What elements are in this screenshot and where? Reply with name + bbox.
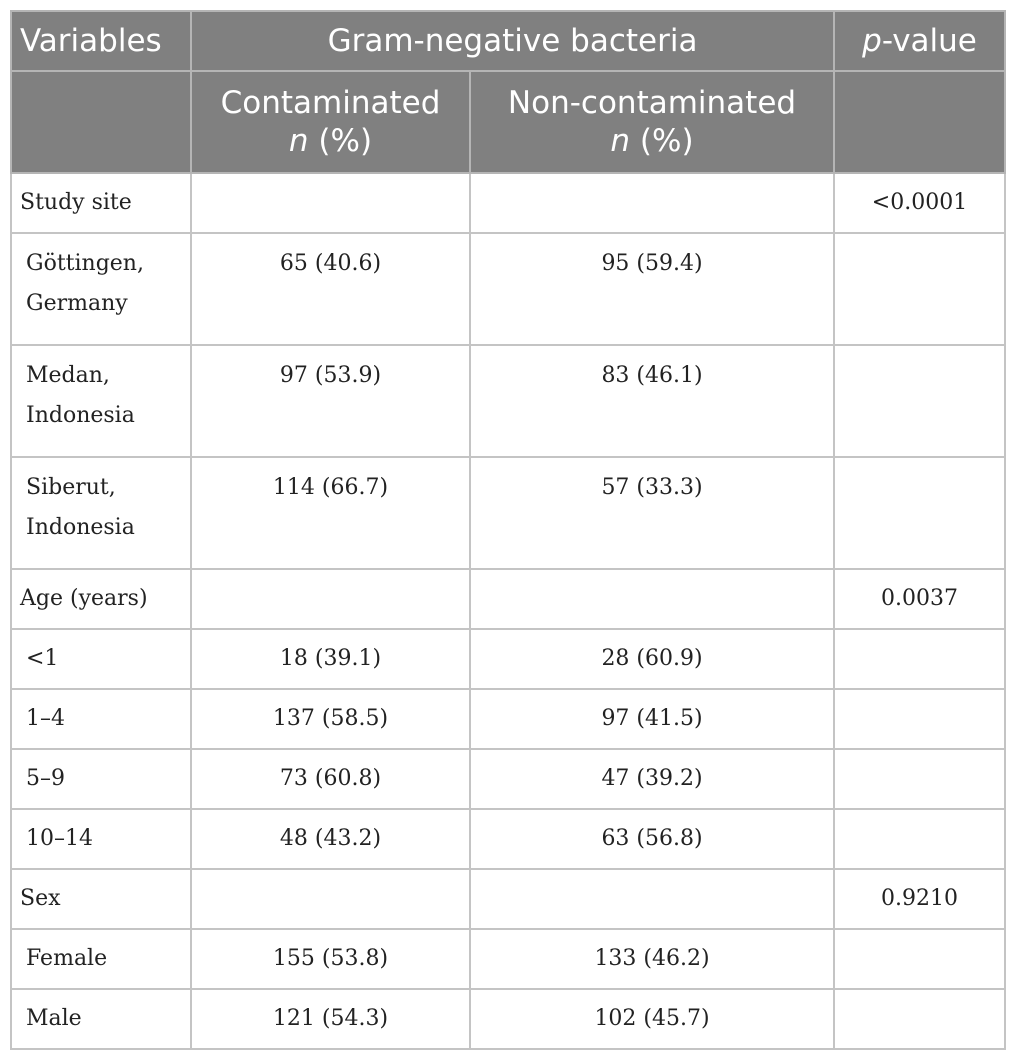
p-value-cell bbox=[834, 629, 1005, 689]
p-value-cell bbox=[834, 345, 1005, 457]
non-contaminated-cell bbox=[470, 173, 834, 233]
row-label: 5–9 bbox=[11, 749, 191, 809]
non-contaminated-cell: 97 (41.5) bbox=[470, 689, 834, 749]
table-row bbox=[11, 989, 1005, 1049]
header-variables: Variables bbox=[11, 11, 191, 71]
table-row bbox=[11, 809, 1005, 869]
p-value-cell bbox=[834, 457, 1005, 569]
row-label: 1–4 bbox=[11, 689, 191, 749]
non-contaminated-cell: 63 (56.8) bbox=[470, 809, 834, 869]
contaminated-cell: 18 (39.1) bbox=[191, 629, 470, 689]
p-value-cell bbox=[834, 233, 1005, 345]
percent-label: (%) bbox=[630, 123, 694, 159]
header-empty-right bbox=[834, 71, 1005, 173]
row-label: Study site bbox=[11, 173, 191, 233]
contaminated-cell: 121 (54.3) bbox=[191, 989, 470, 1049]
table-body bbox=[11, 173, 1005, 1049]
non-contaminated-cell: 47 (39.2) bbox=[470, 749, 834, 809]
contaminated-cell: 48 (43.2) bbox=[191, 809, 470, 869]
p-value-cell bbox=[834, 749, 1005, 809]
header-contaminated bbox=[191, 71, 470, 173]
header-row-1 bbox=[11, 11, 1005, 71]
p-value-cell bbox=[834, 929, 1005, 989]
table-row bbox=[11, 569, 1005, 629]
n-italic: n bbox=[288, 123, 309, 159]
table-row bbox=[11, 689, 1005, 749]
header-row-2 bbox=[11, 71, 1005, 173]
contaminated-cell: 73 (60.8) bbox=[191, 749, 470, 809]
non-contaminated-cell: 133 (46.2) bbox=[470, 929, 834, 989]
header-non-contaminated-label: Non-contaminated bbox=[507, 85, 797, 121]
row-label: Female bbox=[11, 929, 191, 989]
p-value-cell bbox=[834, 989, 1005, 1049]
header-contaminated-n bbox=[198, 122, 463, 160]
non-contaminated-cell: 28 (60.9) bbox=[470, 629, 834, 689]
table-row bbox=[11, 929, 1005, 989]
header-contaminated-label: Contaminated bbox=[220, 85, 441, 121]
p-value-cell: 0.0037 bbox=[834, 569, 1005, 629]
contaminated-cell bbox=[191, 869, 470, 929]
contaminated-cell: 114 (66.7) bbox=[191, 457, 470, 569]
header-p-value bbox=[834, 11, 1005, 71]
contaminated-cell bbox=[191, 569, 470, 629]
contaminated-cell: 97 (53.9) bbox=[191, 345, 470, 457]
p-value-cell bbox=[834, 809, 1005, 869]
table-row bbox=[11, 233, 1005, 345]
row-label: <1 bbox=[11, 629, 191, 689]
header-gram-negative-bacteria: Gram-negative bacteria bbox=[191, 11, 834, 71]
table-header bbox=[11, 11, 1005, 173]
contaminated-cell: 137 (58.5) bbox=[191, 689, 470, 749]
row-label: Medan, Indonesia bbox=[11, 345, 191, 457]
n-italic: n bbox=[610, 123, 631, 159]
table-row bbox=[11, 869, 1005, 929]
row-label: Age (years) bbox=[11, 569, 191, 629]
percent-label: (%) bbox=[308, 123, 373, 159]
non-contaminated-cell: 102 (45.7) bbox=[470, 989, 834, 1049]
row-label: 10–14 bbox=[11, 809, 191, 869]
row-label: Siberut, Indonesia bbox=[11, 457, 191, 569]
non-contaminated-cell: 95 (59.4) bbox=[470, 233, 834, 345]
results-table bbox=[10, 10, 1006, 1050]
row-label: Sex bbox=[11, 869, 191, 929]
contaminated-cell bbox=[191, 173, 470, 233]
table-row bbox=[11, 173, 1005, 233]
header-p-rest: -value bbox=[881, 23, 977, 59]
p-value-cell bbox=[834, 689, 1005, 749]
table-row bbox=[11, 457, 1005, 569]
non-contaminated-cell bbox=[470, 569, 834, 629]
p-value-cell: 0.9210 bbox=[834, 869, 1005, 929]
header-non-contaminated bbox=[470, 71, 834, 173]
table-row bbox=[11, 629, 1005, 689]
contaminated-cell: 155 (53.8) bbox=[191, 929, 470, 989]
header-non-contaminated-n bbox=[477, 122, 827, 160]
p-value-cell: <0.0001 bbox=[834, 173, 1005, 233]
non-contaminated-cell: 57 (33.3) bbox=[470, 457, 834, 569]
row-label: Göttingen, Germany bbox=[11, 233, 191, 345]
row-label: Male bbox=[11, 989, 191, 1049]
header-p-italic: p bbox=[862, 23, 882, 59]
non-contaminated-cell bbox=[470, 869, 834, 929]
table-row bbox=[11, 345, 1005, 457]
table-row bbox=[11, 749, 1005, 809]
contaminated-cell: 65 (40.6) bbox=[191, 233, 470, 345]
non-contaminated-cell: 83 (46.1) bbox=[470, 345, 834, 457]
header-empty-left bbox=[11, 71, 191, 173]
